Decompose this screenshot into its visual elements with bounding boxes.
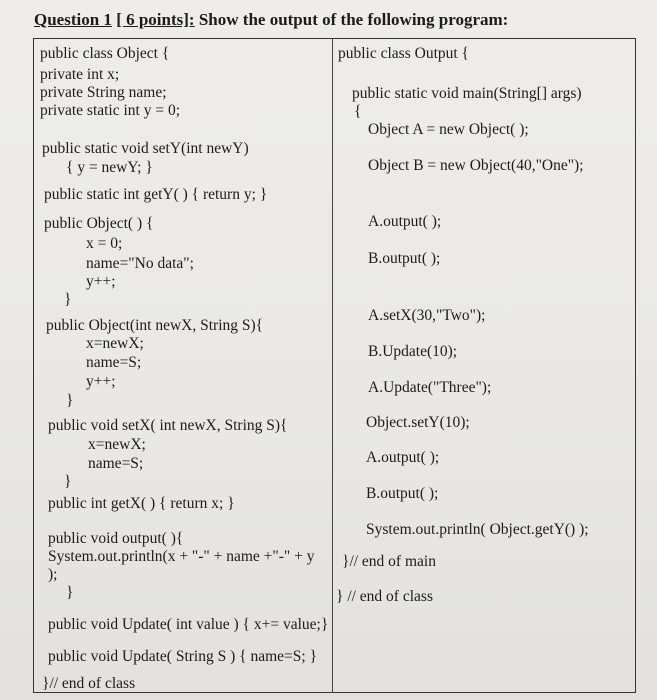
right-code-line: B.output( ); — [368, 250, 441, 267]
right-code-line: public static void main(String[] args) — [352, 85, 582, 102]
left-code-line: public static int getY( ) { return y; } — [44, 186, 268, 203]
left-code-line: public void Update( String S ) { name=S; } — [48, 648, 318, 665]
left-code-line: public class Object { — [40, 45, 170, 62]
right-code-line: B.Update(10); — [368, 343, 458, 360]
left-code-line: private int x; — [40, 66, 120, 83]
left-code-line: public Object(int newX, String S){ — [46, 317, 264, 334]
left-code-line: y++; — [86, 273, 116, 290]
right-code-line: { — [354, 103, 362, 120]
right-code-line: A.Update("Three"); — [368, 379, 492, 396]
right-code-line: System.out.println( Object.getY() ); — [366, 521, 589, 538]
left-code-line: public static void setY(int newY) — [42, 140, 249, 157]
question-label: Question 1 — [34, 10, 112, 29]
right-code-line: public class Output { — [338, 45, 469, 62]
column-divider — [332, 38, 333, 693]
right-code-line: Object.setY(10); — [366, 414, 470, 431]
left-code-line: } — [64, 291, 72, 308]
left-code-line: public void output( ){ — [48, 530, 184, 547]
right-code-line: A.setX(30,"Two"); — [368, 307, 486, 324]
left-code-line: public int getX( ) { return x; } — [48, 495, 235, 512]
right-code-line: Object A = new Object( ); — [368, 121, 529, 138]
right-code-line: Object B = new Object(40,"One"); — [368, 157, 584, 174]
left-code-line: } — [64, 473, 72, 490]
left-code-line: name=S; — [86, 354, 142, 371]
right-code-line: B.output( ); — [366, 485, 439, 502]
left-code-line: } — [66, 584, 74, 601]
left-code-line: x=newX; — [86, 335, 144, 352]
right-code-line: A.output( ); — [366, 449, 440, 466]
left-code-line: public void Update( int value ) { x+= value;} — [48, 616, 329, 633]
left-code-line: System.out.println(x + "-" + name +"-" + y — [48, 548, 315, 565]
left-code-line: }// end of class — [42, 675, 136, 692]
left-code-line: ); — [48, 566, 58, 583]
right-code-line: }// end of main — [342, 553, 436, 570]
left-code-line: public Object( ) { — [44, 215, 154, 232]
left-code-line: { y = newY; } — [66, 159, 153, 176]
left-code-line: x = 0; — [86, 235, 123, 252]
left-code-line: name="No data"; — [86, 255, 194, 272]
left-code-line: } — [66, 392, 74, 409]
question-points: [ 6 points]: — [116, 10, 195, 29]
left-code-line: name=S; — [88, 455, 144, 472]
question-prompt: Show the output of the following program: — [198, 10, 509, 29]
right-code-line: A.output( ); — [368, 213, 442, 230]
left-code-line: x=newX; — [88, 436, 146, 453]
question-heading — [34, 10, 634, 30]
left-code-line: y++; — [86, 373, 116, 390]
left-code-line: private static int y = 0; — [40, 102, 181, 119]
left-code-line: public void setX( int newX, String S){ — [48, 417, 288, 434]
right-code-line: } // end of class — [336, 588, 433, 605]
left-code-line: private String name; — [40, 84, 167, 101]
